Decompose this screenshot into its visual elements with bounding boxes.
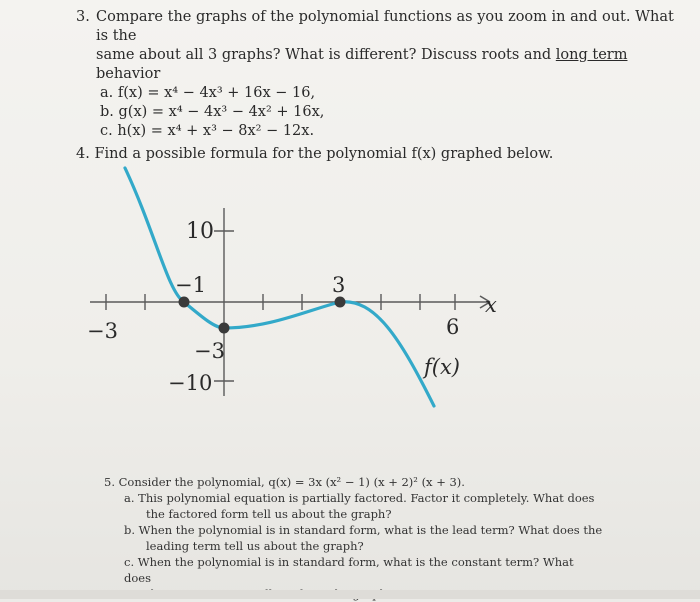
- question-3-line-2: [96, 46, 676, 84]
- question-3-line-2-start: same about all 3 graphs? What is different? Discuss roots and: [96, 47, 556, 63]
- label-neg1: −1: [175, 273, 206, 297]
- question-5-item-b-cont: leading term tell us about the graph?: [146, 539, 364, 553]
- bottom-shadow-strip: [0, 590, 700, 599]
- polynomial-graph: [70, 160, 530, 450]
- point-x-3: [335, 297, 346, 308]
- label-x-axis: x: [485, 293, 497, 317]
- question-3: [76, 8, 676, 141]
- label-fx: f(x): [424, 355, 461, 379]
- point-y-neg3: [219, 323, 230, 334]
- question-3-line-2-end: behavior: [96, 66, 161, 82]
- point-x-neg1: [179, 297, 190, 308]
- label-y10: 10: [186, 219, 214, 244]
- question-5-item-a: a. This polynomial equation is partially factored. Factor it completely. What does: [124, 491, 595, 505]
- question-3-item-b: b. g(x) = x⁴ − 4x³ − 4x² + 16x,: [100, 104, 325, 120]
- question-3-line-1: Compare the graphs of the polynomial functions as you zoom in and out. What is the: [96, 9, 674, 44]
- question-5-intro: 5. Consider the polynomial, q(x) = 3x (x² − 1) (x + 2)² (x + 3).: [104, 475, 465, 489]
- long-term-link[interactable]: long term: [555, 47, 628, 63]
- question-4: 4. Find a possible formula for the polynomial f(x) graphed below.: [76, 146, 554, 162]
- question-5: [104, 474, 604, 602]
- question-3-item-c: c. h(x) = x⁴ + x³ − 8x² − 12x.: [100, 123, 315, 139]
- question-3-number: 3.: [76, 9, 90, 25]
- label-y-neg3: −3: [194, 339, 225, 363]
- label-x6: 6: [446, 315, 460, 339]
- question-5-item-b: b. When the polynomial is in standard form, what is the lead term? What does the: [124, 523, 603, 537]
- question-3-item-a: a. f(x) = x⁴ − 4x³ + 16x − 16,: [100, 85, 316, 101]
- question-5-item-c: c. When the polynomial is in standard form, what is the constant term? What does: [124, 555, 574, 585]
- question-5-item-a-cont: the factored form tell us about the graph?: [146, 507, 392, 521]
- label-x-neg3: −3: [87, 319, 118, 343]
- label-y-neg10: −10: [168, 371, 213, 395]
- label-3: 3: [332, 273, 346, 297]
